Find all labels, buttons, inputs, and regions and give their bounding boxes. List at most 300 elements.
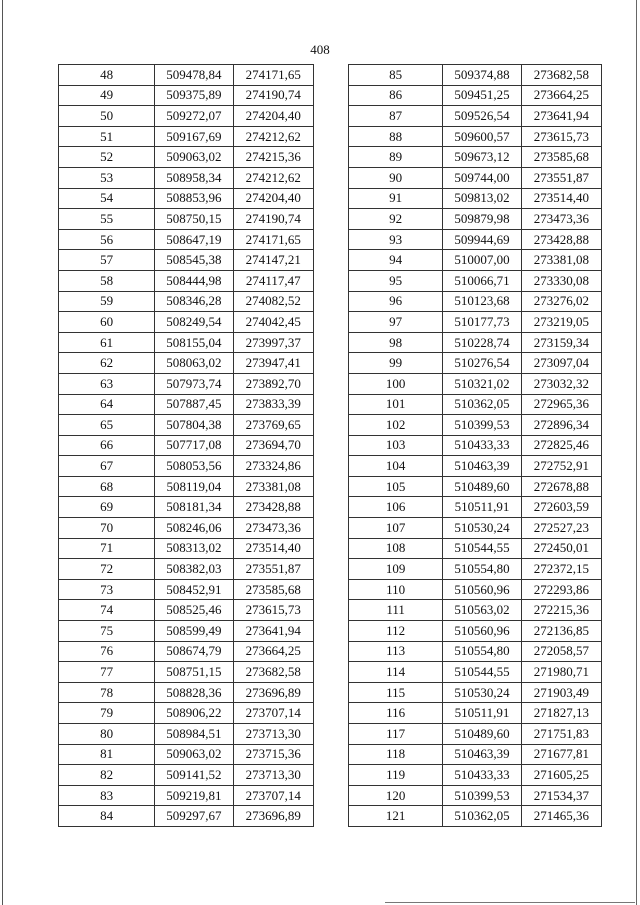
x-coordinate-cell: 508382,03 xyxy=(155,559,233,580)
point-number-cell: 70 xyxy=(59,518,155,539)
point-number-cell: 117 xyxy=(349,724,443,745)
point-number-cell: 96 xyxy=(349,291,443,312)
x-coordinate-cell: 508984,51 xyxy=(155,724,233,745)
x-coordinate-cell: 510321,02 xyxy=(443,373,521,394)
table-row xyxy=(59,332,314,353)
point-number-cell: 118 xyxy=(349,744,443,765)
x-coordinate-cell: 508906,22 xyxy=(155,703,233,724)
table-row xyxy=(349,229,602,250)
point-number-cell: 67 xyxy=(59,456,155,477)
y-coordinate-cell: 271903,49 xyxy=(521,682,601,703)
y-coordinate-cell: 273514,40 xyxy=(233,538,313,559)
point-number-cell: 102 xyxy=(349,415,443,436)
x-coordinate-cell: 509944,69 xyxy=(443,229,521,250)
table-row xyxy=(59,703,314,724)
table-row xyxy=(59,662,314,683)
y-coordinate-cell: 272527,23 xyxy=(521,518,601,539)
x-coordinate-cell: 510554,80 xyxy=(443,559,521,580)
table-row xyxy=(59,641,314,662)
x-coordinate-cell: 510433,33 xyxy=(443,765,521,786)
table-row xyxy=(59,621,314,642)
point-number-cell: 110 xyxy=(349,579,443,600)
point-number-cell: 76 xyxy=(59,641,155,662)
point-number-cell: 68 xyxy=(59,476,155,497)
table-row xyxy=(349,724,602,745)
y-coordinate-cell: 273428,88 xyxy=(521,229,601,250)
x-coordinate-cell: 510399,53 xyxy=(443,785,521,806)
y-coordinate-cell: 273707,14 xyxy=(233,703,313,724)
point-number-cell: 101 xyxy=(349,394,443,415)
point-number-cell: 113 xyxy=(349,641,443,662)
x-coordinate-cell: 509167,69 xyxy=(155,126,233,147)
table-row xyxy=(349,476,602,497)
y-coordinate-cell: 273381,08 xyxy=(233,476,313,497)
table-row xyxy=(59,229,314,250)
table-row xyxy=(59,312,314,333)
x-coordinate-cell: 508452,91 xyxy=(155,579,233,600)
table-row xyxy=(349,394,602,415)
point-number-cell: 105 xyxy=(349,476,443,497)
x-coordinate-cell: 509879,98 xyxy=(443,209,521,230)
point-number-cell: 48 xyxy=(59,65,155,86)
coordinates-table-right-body xyxy=(349,65,602,827)
point-number-cell: 77 xyxy=(59,662,155,683)
point-number-cell: 80 xyxy=(59,724,155,745)
point-number-cell: 65 xyxy=(59,415,155,436)
y-coordinate-cell: 273585,68 xyxy=(233,579,313,600)
x-coordinate-cell: 510123,68 xyxy=(443,291,521,312)
x-coordinate-cell: 510511,91 xyxy=(443,497,521,518)
point-number-cell: 56 xyxy=(59,229,155,250)
table-row xyxy=(59,744,314,765)
table-row xyxy=(349,435,602,456)
point-number-cell: 121 xyxy=(349,806,443,827)
point-number-cell: 95 xyxy=(349,270,443,291)
page-edge-left xyxy=(2,0,3,905)
table-row xyxy=(59,765,314,786)
point-number-cell: 58 xyxy=(59,270,155,291)
point-number-cell: 97 xyxy=(349,312,443,333)
table-row xyxy=(59,518,314,539)
y-coordinate-cell: 273713,30 xyxy=(233,765,313,786)
x-coordinate-cell: 509272,07 xyxy=(155,106,233,127)
point-number-cell: 120 xyxy=(349,785,443,806)
y-coordinate-cell: 273551,87 xyxy=(521,167,601,188)
y-coordinate-cell: 272678,88 xyxy=(521,476,601,497)
y-coordinate-cell: 273330,08 xyxy=(521,270,601,291)
page-edge-right xyxy=(636,0,637,905)
point-number-cell: 61 xyxy=(59,332,155,353)
point-number-cell: 79 xyxy=(59,703,155,724)
table-row xyxy=(59,476,314,497)
y-coordinate-cell: 273514,40 xyxy=(521,188,601,209)
table-row xyxy=(349,373,602,394)
y-coordinate-cell: 274147,21 xyxy=(233,250,313,271)
y-coordinate-cell: 273713,30 xyxy=(233,724,313,745)
point-number-cell: 87 xyxy=(349,106,443,127)
table-row xyxy=(349,188,602,209)
x-coordinate-cell: 510463,39 xyxy=(443,744,521,765)
point-number-cell: 115 xyxy=(349,682,443,703)
y-coordinate-cell: 273381,08 xyxy=(521,250,601,271)
y-coordinate-cell: 272896,34 xyxy=(521,415,601,436)
point-number-cell: 88 xyxy=(349,126,443,147)
table-row xyxy=(349,415,602,436)
table-row xyxy=(349,703,602,724)
y-coordinate-cell: 273997,37 xyxy=(233,332,313,353)
point-number-cell: 72 xyxy=(59,559,155,580)
y-coordinate-cell: 273097,04 xyxy=(521,353,601,374)
x-coordinate-cell: 509673,12 xyxy=(443,147,521,168)
x-coordinate-cell: 509451,25 xyxy=(443,85,521,106)
table-row xyxy=(349,744,602,765)
y-coordinate-cell: 273833,39 xyxy=(233,394,313,415)
point-number-cell: 50 xyxy=(59,106,155,127)
x-coordinate-cell: 510276,54 xyxy=(443,353,521,374)
y-coordinate-cell: 273715,36 xyxy=(233,744,313,765)
table-row xyxy=(59,600,314,621)
point-number-cell: 81 xyxy=(59,744,155,765)
table-row xyxy=(349,291,602,312)
y-coordinate-cell: 271534,37 xyxy=(521,785,601,806)
y-coordinate-cell: 274117,47 xyxy=(233,270,313,291)
y-coordinate-cell: 272215,36 xyxy=(521,600,601,621)
point-number-cell: 100 xyxy=(349,373,443,394)
table-row xyxy=(349,641,602,662)
table-row xyxy=(59,806,314,827)
x-coordinate-cell: 509374,88 xyxy=(443,65,521,86)
x-coordinate-cell: 510511,91 xyxy=(443,703,521,724)
y-coordinate-cell: 274042,45 xyxy=(233,312,313,333)
point-number-cell: 83 xyxy=(59,785,155,806)
point-number-cell: 114 xyxy=(349,662,443,683)
table-row xyxy=(59,497,314,518)
table-row xyxy=(349,106,602,127)
point-number-cell: 59 xyxy=(59,291,155,312)
x-coordinate-cell: 510399,53 xyxy=(443,415,521,436)
point-number-cell: 112 xyxy=(349,621,443,642)
x-coordinate-cell: 510007,00 xyxy=(443,250,521,271)
x-coordinate-cell: 508155,04 xyxy=(155,332,233,353)
point-number-cell: 99 xyxy=(349,353,443,374)
point-number-cell: 116 xyxy=(349,703,443,724)
x-coordinate-cell: 510177,73 xyxy=(443,312,521,333)
table-row xyxy=(349,806,602,827)
table-row xyxy=(349,209,602,230)
y-coordinate-cell: 271465,36 xyxy=(521,806,601,827)
x-coordinate-cell: 508119,04 xyxy=(155,476,233,497)
x-coordinate-cell: 509478,84 xyxy=(155,65,233,86)
x-coordinate-cell: 509297,67 xyxy=(155,806,233,827)
y-coordinate-cell: 274171,65 xyxy=(233,229,313,250)
x-coordinate-cell: 510362,05 xyxy=(443,394,521,415)
y-coordinate-cell: 271980,71 xyxy=(521,662,601,683)
point-number-cell: 103 xyxy=(349,435,443,456)
x-coordinate-cell: 509219,81 xyxy=(155,785,233,806)
table-row xyxy=(349,579,602,600)
y-coordinate-cell: 273615,73 xyxy=(233,600,313,621)
table-row xyxy=(59,456,314,477)
point-number-cell: 78 xyxy=(59,682,155,703)
y-coordinate-cell: 271827,13 xyxy=(521,703,601,724)
x-coordinate-cell: 510560,96 xyxy=(443,579,521,600)
table-row xyxy=(349,147,602,168)
table-row xyxy=(59,682,314,703)
x-coordinate-cell: 508313,02 xyxy=(155,538,233,559)
point-number-cell: 106 xyxy=(349,497,443,518)
table-row xyxy=(349,662,602,683)
y-coordinate-cell: 274215,36 xyxy=(233,147,313,168)
page-number: 408 xyxy=(310,42,330,57)
point-number-cell: 53 xyxy=(59,167,155,188)
y-coordinate-cell: 273032,32 xyxy=(521,373,601,394)
table-row xyxy=(349,167,602,188)
y-coordinate-cell: 273696,89 xyxy=(233,682,313,703)
y-coordinate-cell: 274171,65 xyxy=(233,65,313,86)
bottom-rule xyxy=(385,902,635,903)
y-coordinate-cell: 273428,88 xyxy=(233,497,313,518)
y-coordinate-cell: 273159,34 xyxy=(521,332,601,353)
point-number-cell: 75 xyxy=(59,621,155,642)
point-number-cell: 51 xyxy=(59,126,155,147)
x-coordinate-cell: 509526,54 xyxy=(443,106,521,127)
table-row xyxy=(59,353,314,374)
table-row xyxy=(349,497,602,518)
x-coordinate-cell: 507887,45 xyxy=(155,394,233,415)
x-coordinate-cell: 510228,74 xyxy=(443,332,521,353)
point-number-cell: 93 xyxy=(349,229,443,250)
y-coordinate-cell: 272450,01 xyxy=(521,538,601,559)
y-coordinate-cell: 273473,36 xyxy=(521,209,601,230)
coordinates-table-right xyxy=(348,64,602,827)
table-row xyxy=(349,600,602,621)
x-coordinate-cell: 509600,57 xyxy=(443,126,521,147)
y-coordinate-cell: 271677,81 xyxy=(521,744,601,765)
table-row xyxy=(349,682,602,703)
table-row xyxy=(349,126,602,147)
x-coordinate-cell: 508525,46 xyxy=(155,600,233,621)
table-row xyxy=(59,85,314,106)
point-number-cell: 85 xyxy=(349,65,443,86)
point-number-cell: 57 xyxy=(59,250,155,271)
point-number-cell: 52 xyxy=(59,147,155,168)
point-number-cell: 108 xyxy=(349,538,443,559)
y-coordinate-cell: 272058,57 xyxy=(521,641,601,662)
y-coordinate-cell: 273664,25 xyxy=(521,85,601,106)
y-coordinate-cell: 273219,05 xyxy=(521,312,601,333)
y-coordinate-cell: 272293,86 xyxy=(521,579,601,600)
table-row xyxy=(59,270,314,291)
point-number-cell: 49 xyxy=(59,85,155,106)
point-number-cell: 63 xyxy=(59,373,155,394)
point-number-cell: 71 xyxy=(59,538,155,559)
y-coordinate-cell: 272136,85 xyxy=(521,621,601,642)
table-row xyxy=(349,250,602,271)
point-number-cell: 55 xyxy=(59,209,155,230)
y-coordinate-cell: 272603,59 xyxy=(521,497,601,518)
x-coordinate-cell: 509063,02 xyxy=(155,147,233,168)
x-coordinate-cell: 510066,71 xyxy=(443,270,521,291)
y-coordinate-cell: 273769,65 xyxy=(233,415,313,436)
x-coordinate-cell: 510554,80 xyxy=(443,641,521,662)
x-coordinate-cell: 510530,24 xyxy=(443,682,521,703)
point-number-cell: 69 xyxy=(59,497,155,518)
table-row xyxy=(59,785,314,806)
point-number-cell: 119 xyxy=(349,765,443,786)
y-coordinate-cell: 272825,46 xyxy=(521,435,601,456)
x-coordinate-cell: 510544,55 xyxy=(443,662,521,683)
x-coordinate-cell: 507804,38 xyxy=(155,415,233,436)
table-row xyxy=(59,724,314,745)
x-coordinate-cell: 508249,54 xyxy=(155,312,233,333)
x-coordinate-cell: 508063,02 xyxy=(155,353,233,374)
table-row xyxy=(59,579,314,600)
point-number-cell: 89 xyxy=(349,147,443,168)
x-coordinate-cell: 508444,98 xyxy=(155,270,233,291)
y-coordinate-cell: 273641,94 xyxy=(233,621,313,642)
coordinates-table-left xyxy=(58,64,314,827)
x-coordinate-cell: 509141,52 xyxy=(155,765,233,786)
table-row xyxy=(59,373,314,394)
y-coordinate-cell: 272752,91 xyxy=(521,456,601,477)
x-coordinate-cell: 510560,96 xyxy=(443,621,521,642)
table-row xyxy=(59,291,314,312)
x-coordinate-cell: 510362,05 xyxy=(443,806,521,827)
table-row xyxy=(59,167,314,188)
x-coordinate-cell: 508181,34 xyxy=(155,497,233,518)
table-row xyxy=(59,126,314,147)
point-number-cell: 60 xyxy=(59,312,155,333)
x-coordinate-cell: 510489,60 xyxy=(443,476,521,497)
x-coordinate-cell: 510433,33 xyxy=(443,435,521,456)
point-number-cell: 86 xyxy=(349,85,443,106)
point-number-cell: 91 xyxy=(349,188,443,209)
x-coordinate-cell: 508246,06 xyxy=(155,518,233,539)
x-coordinate-cell: 508853,96 xyxy=(155,188,233,209)
y-coordinate-cell: 272372,15 xyxy=(521,559,601,580)
y-coordinate-cell: 273641,94 xyxy=(521,106,601,127)
table-row xyxy=(59,106,314,127)
y-coordinate-cell: 273682,58 xyxy=(521,65,601,86)
coordinates-table-left-body xyxy=(59,65,314,827)
y-coordinate-cell: 273892,70 xyxy=(233,373,313,394)
x-coordinate-cell: 508053,56 xyxy=(155,456,233,477)
y-coordinate-cell: 273694,70 xyxy=(233,435,313,456)
y-coordinate-cell: 274204,40 xyxy=(233,106,313,127)
x-coordinate-cell: 510489,60 xyxy=(443,724,521,745)
y-coordinate-cell: 273551,87 xyxy=(233,559,313,580)
x-coordinate-cell: 510563,02 xyxy=(443,600,521,621)
table-row xyxy=(349,538,602,559)
point-number-cell: 54 xyxy=(59,188,155,209)
x-coordinate-cell: 510544,55 xyxy=(443,538,521,559)
y-coordinate-cell: 274204,40 xyxy=(233,188,313,209)
y-coordinate-cell: 274190,74 xyxy=(233,85,313,106)
y-coordinate-cell: 273324,86 xyxy=(233,456,313,477)
x-coordinate-cell: 508751,15 xyxy=(155,662,233,683)
point-number-cell: 111 xyxy=(349,600,443,621)
point-number-cell: 84 xyxy=(59,806,155,827)
y-coordinate-cell: 272965,36 xyxy=(521,394,601,415)
table-row xyxy=(349,785,602,806)
table-row xyxy=(59,394,314,415)
y-coordinate-cell: 274190,74 xyxy=(233,209,313,230)
table-row xyxy=(349,518,602,539)
y-coordinate-cell: 273615,73 xyxy=(521,126,601,147)
point-number-cell: 94 xyxy=(349,250,443,271)
y-coordinate-cell: 273276,02 xyxy=(521,291,601,312)
x-coordinate-cell: 509063,02 xyxy=(155,744,233,765)
table-row xyxy=(349,559,602,580)
point-number-cell: 74 xyxy=(59,600,155,621)
point-number-cell: 90 xyxy=(349,167,443,188)
x-coordinate-cell: 508346,28 xyxy=(155,291,233,312)
x-coordinate-cell: 508750,15 xyxy=(155,209,233,230)
y-coordinate-cell: 273682,58 xyxy=(233,662,313,683)
y-coordinate-cell: 273585,68 xyxy=(521,147,601,168)
x-coordinate-cell: 508958,34 xyxy=(155,167,233,188)
x-coordinate-cell: 508545,38 xyxy=(155,250,233,271)
table-row xyxy=(349,85,602,106)
y-coordinate-cell: 273473,36 xyxy=(233,518,313,539)
x-coordinate-cell: 508599,49 xyxy=(155,621,233,642)
point-number-cell: 73 xyxy=(59,579,155,600)
y-coordinate-cell: 273664,25 xyxy=(233,641,313,662)
point-number-cell: 64 xyxy=(59,394,155,415)
table-row xyxy=(59,250,314,271)
y-coordinate-cell: 274212,62 xyxy=(233,126,313,147)
point-number-cell: 82 xyxy=(59,765,155,786)
point-number-cell: 104 xyxy=(349,456,443,477)
y-coordinate-cell: 271605,25 xyxy=(521,765,601,786)
table-row xyxy=(59,435,314,456)
y-coordinate-cell: 274082,52 xyxy=(233,291,313,312)
y-coordinate-cell: 274212,62 xyxy=(233,167,313,188)
table-row xyxy=(59,415,314,436)
table-row xyxy=(349,332,602,353)
table-row xyxy=(59,559,314,580)
x-coordinate-cell: 508647,19 xyxy=(155,229,233,250)
table-row xyxy=(59,65,314,86)
table-row xyxy=(59,147,314,168)
x-coordinate-cell: 510530,24 xyxy=(443,518,521,539)
table-row xyxy=(349,65,602,86)
table-row xyxy=(59,188,314,209)
y-coordinate-cell: 273707,14 xyxy=(233,785,313,806)
table-row xyxy=(59,538,314,559)
point-number-cell: 98 xyxy=(349,332,443,353)
point-number-cell: 62 xyxy=(59,353,155,374)
table-row xyxy=(349,353,602,374)
table-row xyxy=(59,209,314,230)
point-number-cell: 92 xyxy=(349,209,443,230)
point-number-cell: 107 xyxy=(349,518,443,539)
table-row xyxy=(349,456,602,477)
point-number-cell: 109 xyxy=(349,559,443,580)
y-coordinate-cell: 273947,41 xyxy=(233,353,313,374)
table-row xyxy=(349,621,602,642)
point-number-cell: 66 xyxy=(59,435,155,456)
x-coordinate-cell: 509744,00 xyxy=(443,167,521,188)
x-coordinate-cell: 507973,74 xyxy=(155,373,233,394)
x-coordinate-cell: 509375,89 xyxy=(155,85,233,106)
table-row xyxy=(349,270,602,291)
x-coordinate-cell: 508828,36 xyxy=(155,682,233,703)
table-row xyxy=(349,765,602,786)
y-coordinate-cell: 271751,83 xyxy=(521,724,601,745)
x-coordinate-cell: 510463,39 xyxy=(443,456,521,477)
x-coordinate-cell: 509813,02 xyxy=(443,188,521,209)
